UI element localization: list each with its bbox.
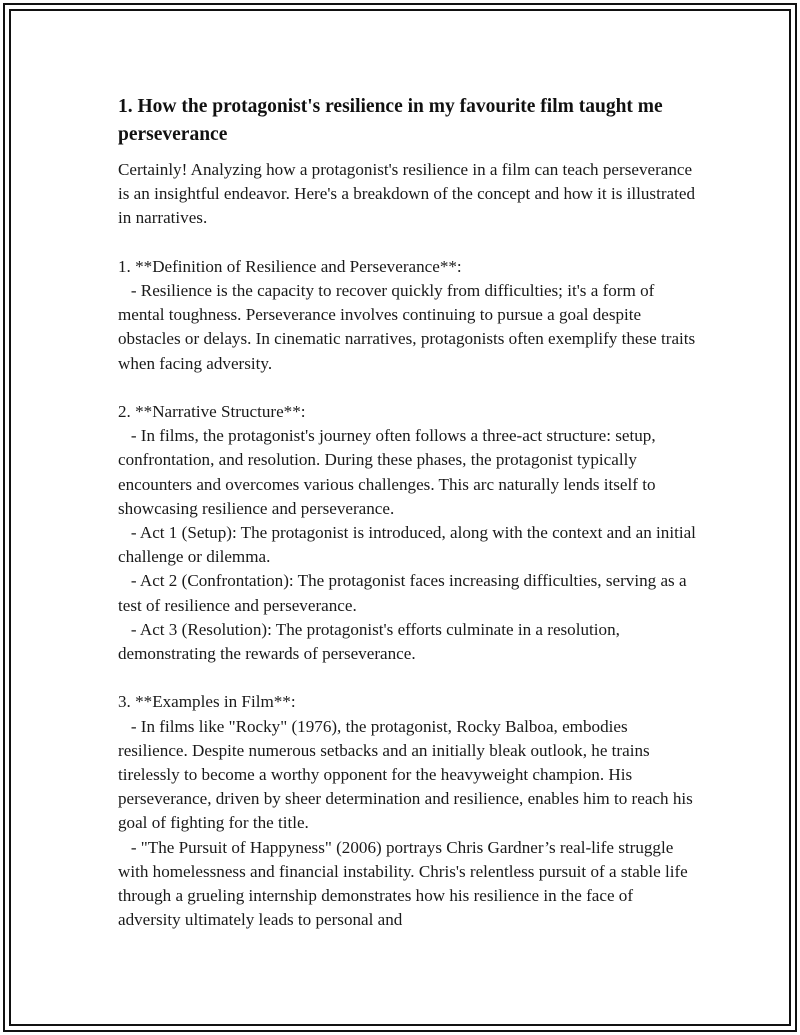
document-content [118, 93, 698, 933]
document-body: Certainly! Analyzing how a protagonist's resilience in a film can teach perseverance is an insightful endeavor. Here's a breakdown of the concept and how it is illustrated in narratives. 1. **Definition of Resilience and Perseverance**: - Resilience is the capacity to recover quickly from difficulties; it's a form of mental toughness. Perseverance involves continuing to pursue a goal despite obstacles or delays. In cinematic narratives, protagonists often exemplify these traits when facing adversity. 2. **Narrative Structure**: - In films, the protagonist's journey often follows a three-act structure: setup, confrontation, and resolution. During these phases, the protagonist typically encounters and overcomes various challenges. This arc naturally lends itself to showcasing resilience and perseverance. - Act 1 (Setup): The protagonist is introduced, along with the context and an initial challenge or dilemma. - Act 2 (Confrontation): The protagonist faces increasing difficulties, serving as a test of resilience and perseverance. - Act 3 (Resolution): The protagonist's efforts culminate in a resolution, demonstrating the rewards of perseverance. 3. **Examples in Film**: - In films like "Rocky" (1976), the protagonist, Rocky Balboa, embodies resilience. Despite numerous setbacks and an initially bleak outlook, he trains tirelessly to become a worthy opponent for the heavyweight champion. His perseverance, driven by sheer determination and resilience, enables him to reach his goal of fighting for the title. - "The Pursuit of Happyness" (2006) portrays Chris Gardner’s real-life struggle with homelessness and financial instability. Chris's relentless pursuit of a stable life through a grueling internship demonstrates how his resilience in the face of adversity ultimately leads to personal and [118, 160, 696, 930]
document-title: 1. How the protagonist's resilience in my favourite film taught me perseverance [118, 96, 663, 145]
